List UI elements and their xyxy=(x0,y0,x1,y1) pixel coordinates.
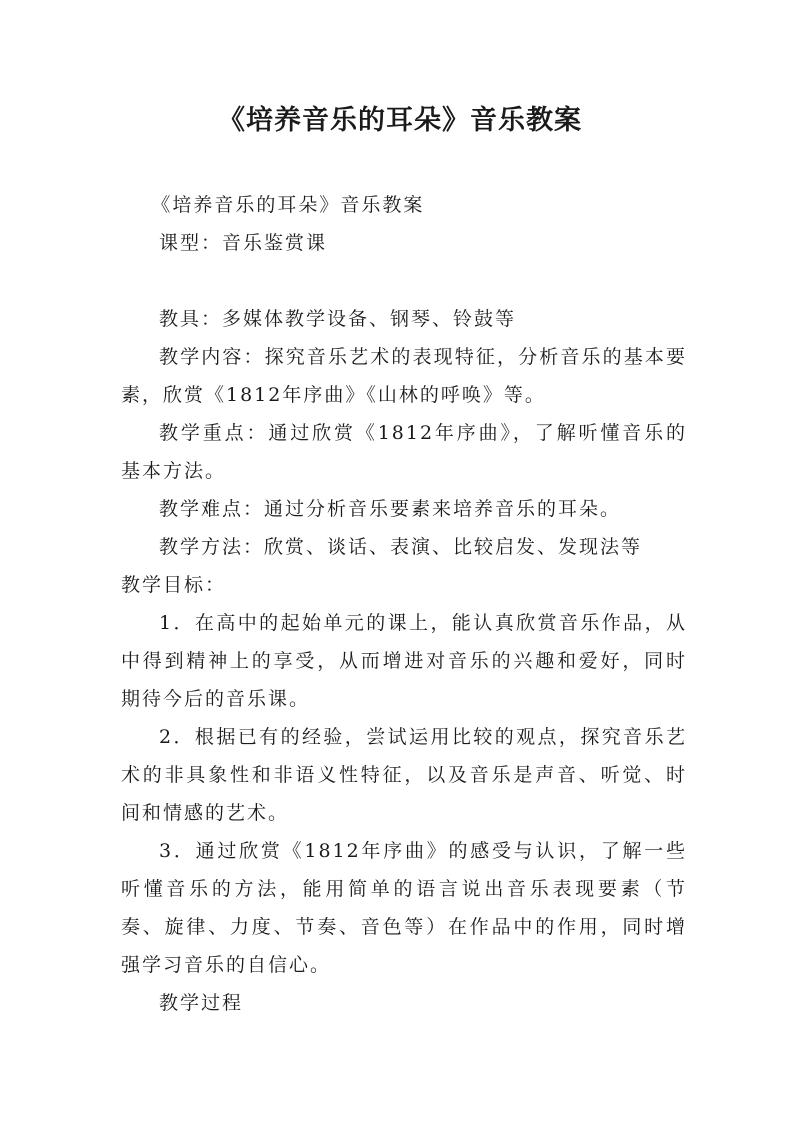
document-body xyxy=(121,186,687,1022)
lesson-type-paragraph: 课型：音乐鉴赏课 xyxy=(159,232,328,254)
teaching-process-heading: 教学过程 xyxy=(159,992,244,1014)
teaching-aids-paragraph: 教具：多媒体教学设备、钢琴、铃鼓等 xyxy=(159,308,517,330)
subtitle-paragraph: 《培养音乐的耳朵》音乐教案 xyxy=(151,194,425,216)
teaching-methods-paragraph: 教学方法：欣赏、谈话、表演、比较启发、发现法等 xyxy=(159,536,643,558)
blank-line xyxy=(121,262,687,300)
goal-item-2: 2．根据已有的经验，尝试运用比较的观点，探究音乐艺术的非具象性和非语义性特征，以及音乐是声音、听觉、时间和情感的艺术。 xyxy=(121,726,687,824)
teaching-focus-paragraph: 教学重点：通过欣赏《1812年序曲》，了解听懂音乐的基本方法。 xyxy=(121,422,687,482)
document-title: 《培养音乐的耳朵》音乐教案 xyxy=(218,105,582,136)
goal-item-3: 3．通过欣赏《1812年序曲》的感受与认识，了解一些听懂音乐的方法，能用简单的语言说出音乐表现要素（节奏、旋律、力度、节奏、音色等）在作品中的作用，同时增强学习音乐的自信心。 xyxy=(121,840,687,976)
teaching-difficulty-paragraph: 教学难点：通过分析音乐要素来培养音乐的耳朵。 xyxy=(159,498,622,520)
teaching-goals-heading: 教学目标： xyxy=(121,574,227,596)
teaching-content-paragraph: 教学内容：探究音乐艺术的表现特征，分析音乐的基本要素，欣赏《1812年序曲》《山林的呼唤》等。 xyxy=(121,346,687,406)
goal-item-1: 1．在高中的起始单元的课上，能认真欣赏音乐作品，从中得到精神上的享受，从而增进对音乐的兴趣和爱好，同时期待今后的音乐课。 xyxy=(121,612,687,710)
